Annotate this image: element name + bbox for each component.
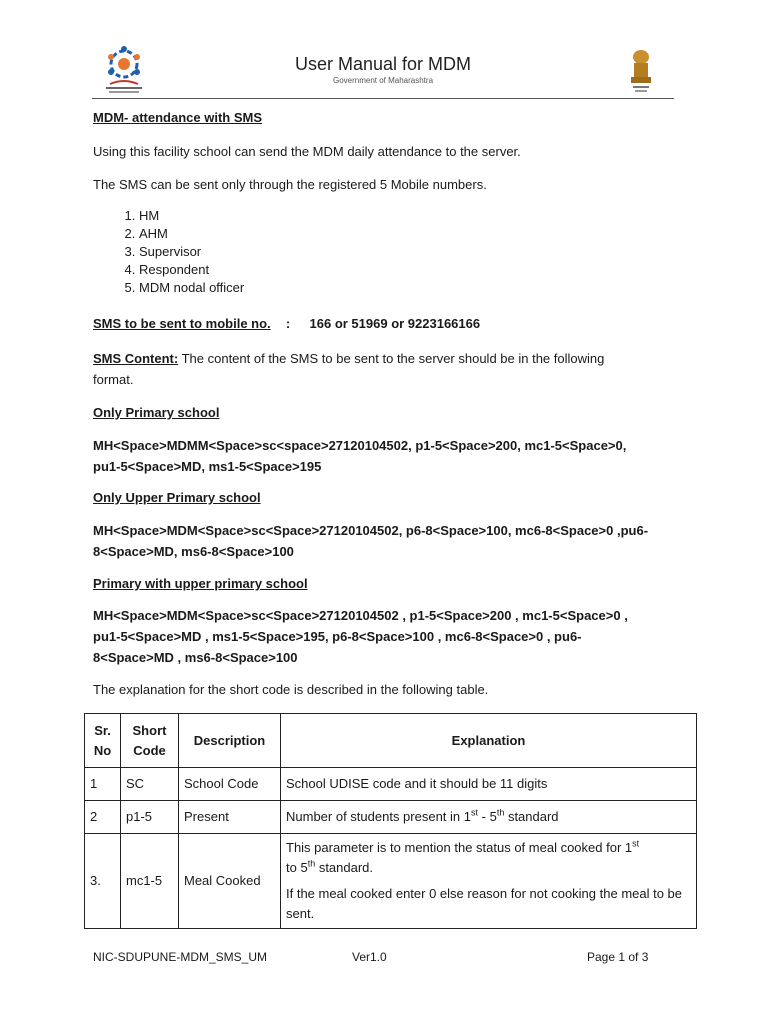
header-title: User Manual for MDM	[294, 54, 472, 74]
header-description: Description	[179, 714, 281, 768]
cell-desc: Present	[179, 801, 281, 834]
cell-sr: 1	[85, 768, 121, 801]
sms-content-line2: format.	[93, 372, 134, 387]
role-item: 2. AHM	[139, 225, 244, 243]
state-emblem-icon	[626, 48, 656, 96]
sms-content-text: The content of the SMS to be sent to the server should be in the following	[178, 351, 605, 366]
table-row	[85, 768, 697, 801]
format-heading-combined: Primary with upper primary school	[93, 576, 308, 591]
cell-code: p1-5	[121, 801, 179, 834]
header-explanation: Explanation	[281, 714, 697, 768]
format-code-primary	[93, 435, 673, 477]
header-subtitle: Government of Maharashtra	[332, 76, 434, 85]
format-heading-upper-primary: Only Upper Primary school	[93, 490, 261, 505]
sms-number-separator: :	[285, 316, 291, 331]
role-item: 3. Supervisor	[139, 243, 244, 261]
registered-note: The SMS can be sent only through the registered 5 Mobile numbers.	[93, 177, 487, 192]
cell-desc: Meal Cooked	[179, 834, 281, 929]
section-title: MDM- attendance with SMS	[93, 110, 263, 125]
cell-sr: 2	[85, 801, 121, 834]
code-line: MH<Space>MDMM<Space>sc<space>27120104502, p1-5<Space>200, mc1-5<Space>0,	[93, 438, 627, 453]
code-line: pu1-5<Space>MD, ms1-5<Space>195	[93, 459, 322, 474]
cell-desc: School Code	[179, 768, 281, 801]
sms-number-line	[93, 315, 480, 333]
cell-expl: This parameter is to mention the status of meal cooked for 1st to 5th standard. If the meal cooked enter 0 else reason for not cooking the meal to be sent.	[281, 834, 697, 929]
sms-content-line1	[93, 350, 604, 368]
footer-page-number: Page 1 of 3	[587, 950, 649, 964]
format-code-upper-primary	[93, 520, 673, 562]
code-line: 8<Space>MD, ms6-8<Space>100	[93, 544, 294, 559]
role-item: 5. MDM nodal officer	[139, 279, 244, 297]
header-sr-no: Sr. No	[85, 714, 121, 768]
cell-expl: School UDISE code and it should be 11 digits	[281, 768, 697, 801]
footer-doc-id: NIC-SDUPUNE-MDM_SMS_UM	[93, 950, 268, 964]
header-short-code: Short Code	[121, 714, 179, 768]
cell-expl: Number of students present in 1st - 5th standard	[281, 801, 697, 834]
table-row	[85, 801, 697, 834]
format-heading-primary: Only Primary school	[93, 405, 220, 420]
code-line: pu1-5<Space>MD , ms1-5<Space>195, p6-8<Space>100 , mc6-8<Space>0 , pu6-	[93, 629, 582, 644]
role-list	[93, 207, 244, 297]
code-line: MH<Space>MDM<Space>sc<Space>27120104502 , p1-5<Space>200 , mc1-5<Space>0 ,	[93, 608, 628, 623]
footer-version: Ver1.0	[352, 950, 387, 964]
intro-text: Using this facility school can send the MDM daily attendance to the server.	[93, 144, 521, 159]
cell-sr: 3.	[85, 834, 121, 929]
code-line: MH<Space>MDM<Space>sc<Space>27120104502, p6-8<Space>100, mc6-8<Space>0 ,pu6-	[93, 523, 649, 538]
sms-number-label: SMS to be sent to mobile no.	[93, 316, 271, 331]
page-header	[92, 40, 674, 99]
table-header-row	[85, 714, 697, 768]
cell-code: mc1-5	[121, 834, 179, 929]
table-intro: The explanation for the short code is described in the following table.	[93, 682, 489, 697]
code-line: 8<Space>MD , ms6-8<Space>100	[93, 650, 298, 665]
sms-content-label: SMS Content:	[93, 351, 179, 366]
format-code-combined	[93, 605, 673, 668]
short-code-table	[84, 713, 697, 929]
table-row	[85, 834, 697, 929]
role-item: 1. HM	[139, 207, 244, 225]
cell-code: SC	[121, 768, 179, 801]
role-item: 4. Respondent	[139, 261, 244, 279]
sms-number-value: 166 or 51969 or 9223166166	[309, 316, 481, 331]
